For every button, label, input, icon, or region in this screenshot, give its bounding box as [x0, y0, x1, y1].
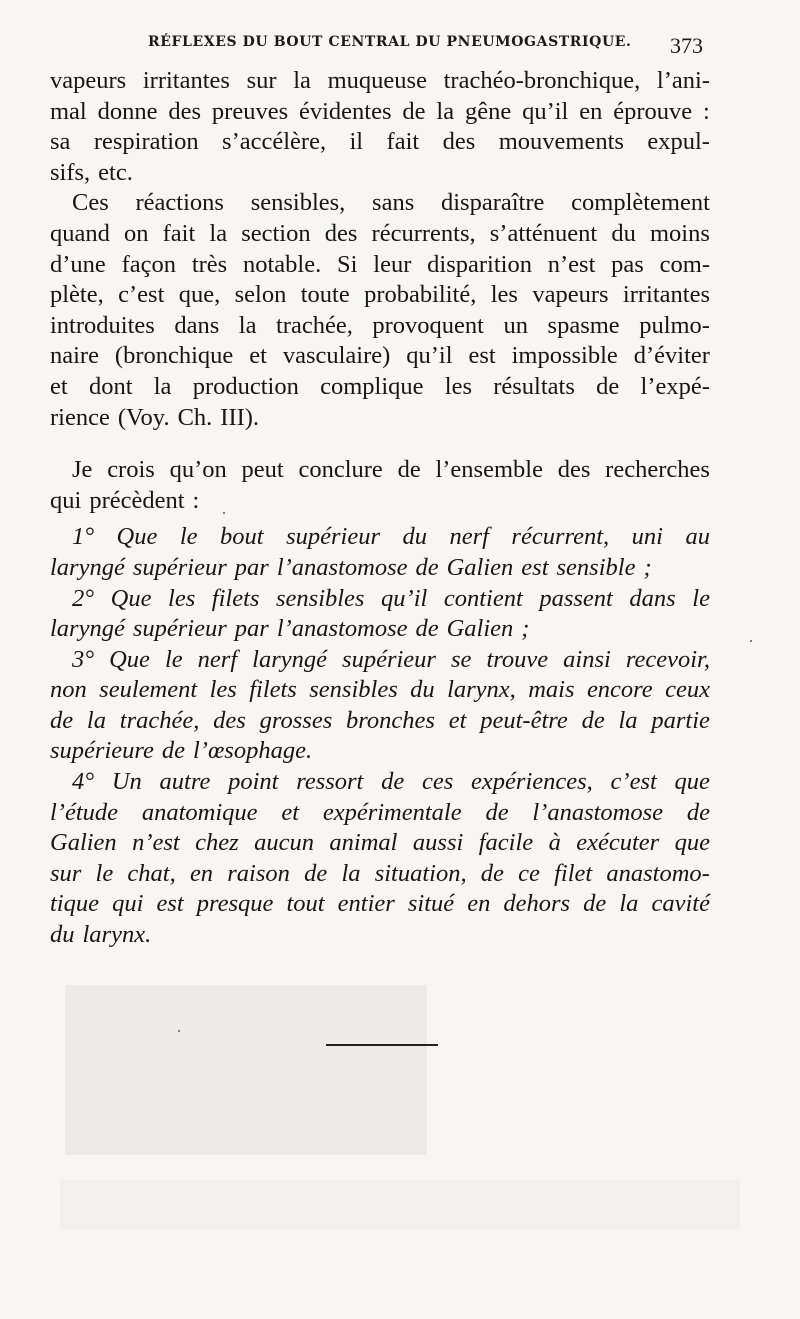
- text-line: sa respiration s’accélère, il fait des mouvements expul-: [50, 128, 710, 156]
- text-line: qui précèdent :: [50, 486, 200, 514]
- text-line: 2° Que les filets sensibles qu’il contient passent dans le: [72, 584, 710, 612]
- paragraph: [50, 66, 710, 188]
- text-line: de la trachée, des grosses bronches et peut-être de la partie: [50, 706, 710, 734]
- text-line: vapeurs irritantes sur la muqueuse trachéo-bronchique, l’ani-: [50, 67, 710, 94]
- paragraph-gap: [50, 433, 710, 455]
- paragraph: [50, 522, 710, 583]
- text-line: d’une façon très notable. Si leur disparition n’est pas com-: [50, 250, 710, 278]
- text-line: supérieure de l’œsophage.: [50, 737, 313, 765]
- text-line: 1° Que le bout supérieur du nerf récurrent, uni au: [72, 523, 710, 551]
- paragraph: [50, 645, 710, 767]
- bleed-through-shadow: [65, 985, 427, 1155]
- bleed-through-shadow-bottom: [60, 1180, 740, 1230]
- print-speck: [750, 640, 752, 642]
- text-line: naire (bronchique et vasculaire) qu’il est impossible d’éviter: [50, 342, 710, 370]
- text-line: sur le chat, en raison de la situation, de ce filet anastomo-: [50, 859, 710, 887]
- body-text: [50, 66, 710, 951]
- text-line: et dont la production complique les résultats de l’expé-: [50, 372, 710, 400]
- text-line: Je crois qu’on peut conclure de l’ensemble des recherches: [72, 456, 710, 484]
- text-line: introduites dans la trachée, provoquent un spasme pulmo-: [50, 311, 710, 339]
- text-line: laryngé supérieur par l’anastomose de Galien est sensible ;: [50, 553, 652, 581]
- text-line: quand on fait la section des récurrents, s’atténuent du moins: [50, 219, 710, 247]
- paragraph: [50, 188, 710, 433]
- print-speck: [223, 512, 225, 514]
- print-speck: [178, 1030, 180, 1032]
- text-line: sifs, etc.: [50, 158, 133, 186]
- text-line: tique qui est presque tout entier situé en dehors de la cavité: [50, 890, 710, 918]
- page-number: 373: [670, 33, 703, 58]
- text-line: rience (Voy. Ch. III).: [50, 403, 260, 431]
- paragraph: [50, 767, 710, 951]
- paragraph: [50, 584, 710, 645]
- text-line: non seulement les filets sensibles du larynx, mais encore ceux: [50, 676, 710, 704]
- end-rule: [326, 1044, 438, 1046]
- text-line: laryngé supérieur par l’anastomose de Galien ;: [50, 615, 530, 643]
- text-line: 4° Un autre point ressort de ces expériences, c’est que: [72, 768, 710, 796]
- text-line: mal donne des preuves évidentes de la gêne qu’il en éprouve :: [50, 97, 710, 125]
- text-line: plète, c’est que, selon toute probabilité, les vapeurs irritantes: [50, 281, 710, 309]
- text-line: Ces réactions sensibles, sans disparaître complètement: [72, 189, 710, 217]
- text-line: l’étude anatomique et expérimentale de l’anastomose de: [50, 798, 710, 826]
- paragraph: [50, 455, 710, 516]
- text-line: du larynx.: [50, 921, 152, 949]
- text-line: 3° Que le nerf laryngé supérieur se trouve ainsi recevoir,: [72, 645, 710, 673]
- running-title: RÉFLEXES DU BOUT CENTRAL DU PNEUMOGASTRIQUE.: [148, 34, 632, 50]
- text-line: Galien n’est chez aucun animal aussi facile à exécuter que: [50, 829, 710, 857]
